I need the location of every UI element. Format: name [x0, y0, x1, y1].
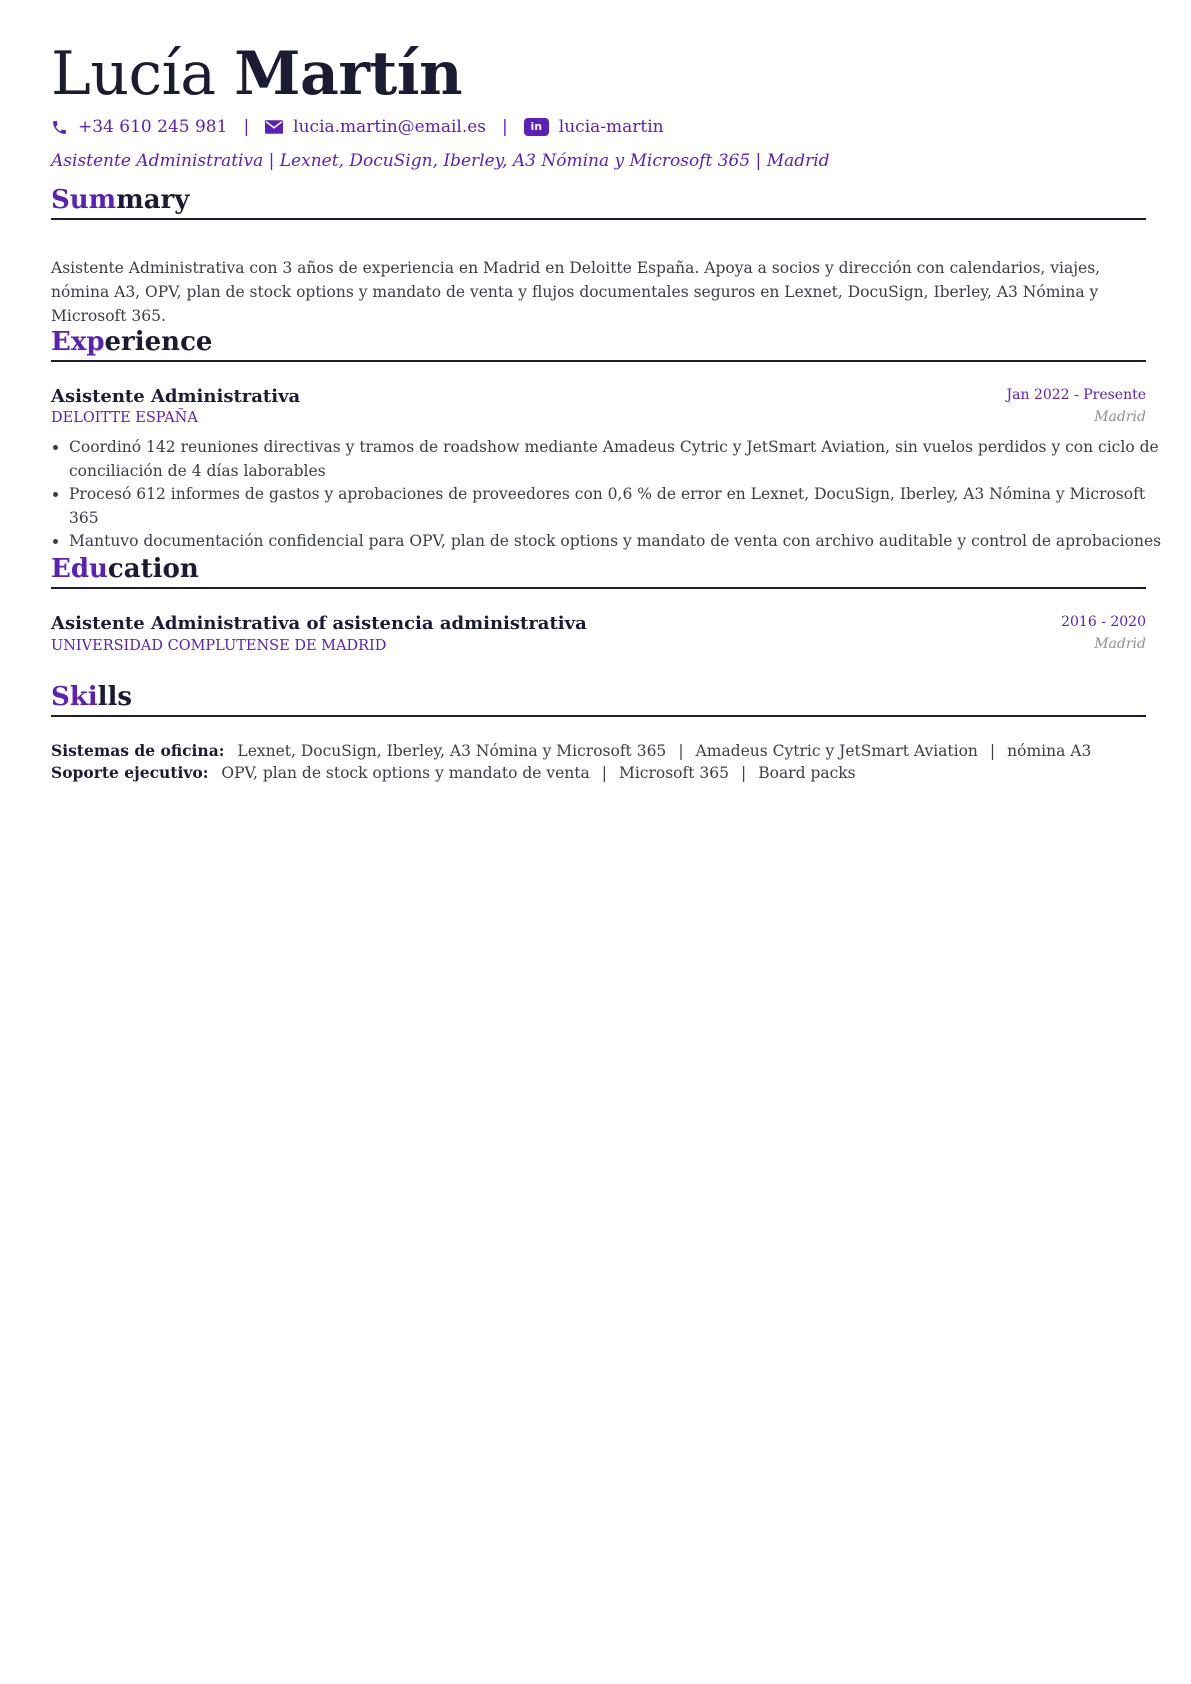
contact-separator: |	[502, 117, 508, 137]
phone-icon	[51, 119, 68, 136]
section-title-experience	[51, 325, 1146, 362]
linkedin-item[interactable]	[524, 117, 664, 137]
contact-line	[51, 114, 664, 140]
section-title-accent: Ski	[51, 682, 98, 712]
phone-item[interactable]	[51, 117, 227, 137]
list-item: • Procesó 612 informes de gastos y aprobaciones de proveedores con 0,6 % de error en Lexnet, DocuSign, Iberley, A3 Nómina y Microsoft 365	[69, 483, 1164, 530]
candidate-name	[51, 38, 462, 110]
skill-separator: |	[601, 764, 607, 782]
section-title-education	[51, 552, 1146, 589]
skill-separator: |	[989, 742, 996, 760]
education-location: Madrid	[1094, 636, 1146, 652]
skill-item: Board packs	[758, 764, 856, 782]
section-title-accent: Sum	[51, 185, 117, 215]
email-item[interactable]	[265, 117, 486, 137]
education-dates: 2016 - 2020	[1061, 614, 1146, 630]
linkedin-icon	[524, 118, 549, 136]
section-title-rest: lls	[97, 682, 133, 712]
skills-list	[51, 740, 1146, 784]
section-title-accent: Exp	[51, 327, 105, 357]
job-dates: Jan 2022 - Presente	[1006, 387, 1146, 403]
headline-tagline: Asistente Administrativa | Lexnet, DocuSign, Iberley, A3 Nómina y Microsoft 365 | Madrid	[51, 151, 830, 171]
section-title-accent: Edu	[51, 554, 108, 584]
skill-category: Soporte ejecutivo:	[51, 763, 209, 782]
skill-item: Lexnet, DocuSign, Iberley, A3 Nómina y Microsoft 365	[237, 742, 667, 760]
list-item: • Coordinó 142 reuniones directivas y tramos de roadshow mediante Amadeus Cytric y JetSmart Aviation, sin vuelos perdidos y con ciclo de conciliación de 4 días laborables	[69, 436, 1164, 483]
summary-text: Asistente Administrativa con 3 años de experiencia en Madrid en Deloitte España. Apoya a socios y dirección con calendarios, viajes, nómina A3, OPV, plan de stock options y mandato de venta y flujos documentales seguros en Lexnet, DocuSign, Iberley, A3 Nómina y Microsoft 365.	[51, 259, 1101, 325]
last-name: Martín	[234, 39, 463, 109]
section-title-rest: erience	[104, 327, 213, 357]
section-title-skills	[51, 680, 1146, 717]
phone-text: +34 610 245 981	[78, 117, 228, 137]
skill-item: OPV, plan de stock options y mandato de venta	[221, 764, 590, 782]
contact-separator: |	[243, 117, 250, 137]
list-item: • Mantuvo documentación confidencial para OPV, plan de stock options y mandato de venta con archivo auditable y control de aprobaciones	[69, 530, 1164, 554]
section-title-summary	[51, 183, 1146, 220]
job-bullets	[51, 436, 1164, 554]
linkedin-badge: in	[524, 118, 549, 136]
skill-item: nómina A3	[1007, 742, 1092, 760]
skill-separator: |	[740, 764, 747, 782]
linkedin-text: lucia-martin	[558, 117, 664, 137]
skill-separator: |	[678, 742, 684, 760]
job-title: Asistente Administrativa	[51, 386, 301, 407]
section-title-rest: mary	[116, 185, 190, 215]
skill-item: Microsoft 365	[618, 764, 729, 782]
skill-category: Sistemas de oficina:	[51, 741, 225, 760]
section-title-rest: cation	[107, 554, 199, 584]
skill-row	[51, 740, 1146, 762]
degree-title: Asistente Administrativa of asistencia administrativa	[51, 613, 587, 634]
envelope-icon	[265, 120, 283, 134]
company-name: DELOITTE ESPAÑA	[51, 410, 198, 426]
job-location: Madrid	[1094, 409, 1146, 425]
email-text: lucia.martin@email.es	[293, 117, 487, 137]
first-name: Lucía	[51, 39, 216, 109]
skill-item: Amadeus Cytric y JetSmart Aviation	[695, 742, 978, 760]
skill-row	[51, 762, 1146, 784]
school-name: UNIVERSIDAD COMPLUTENSE DE MADRID	[51, 638, 387, 654]
